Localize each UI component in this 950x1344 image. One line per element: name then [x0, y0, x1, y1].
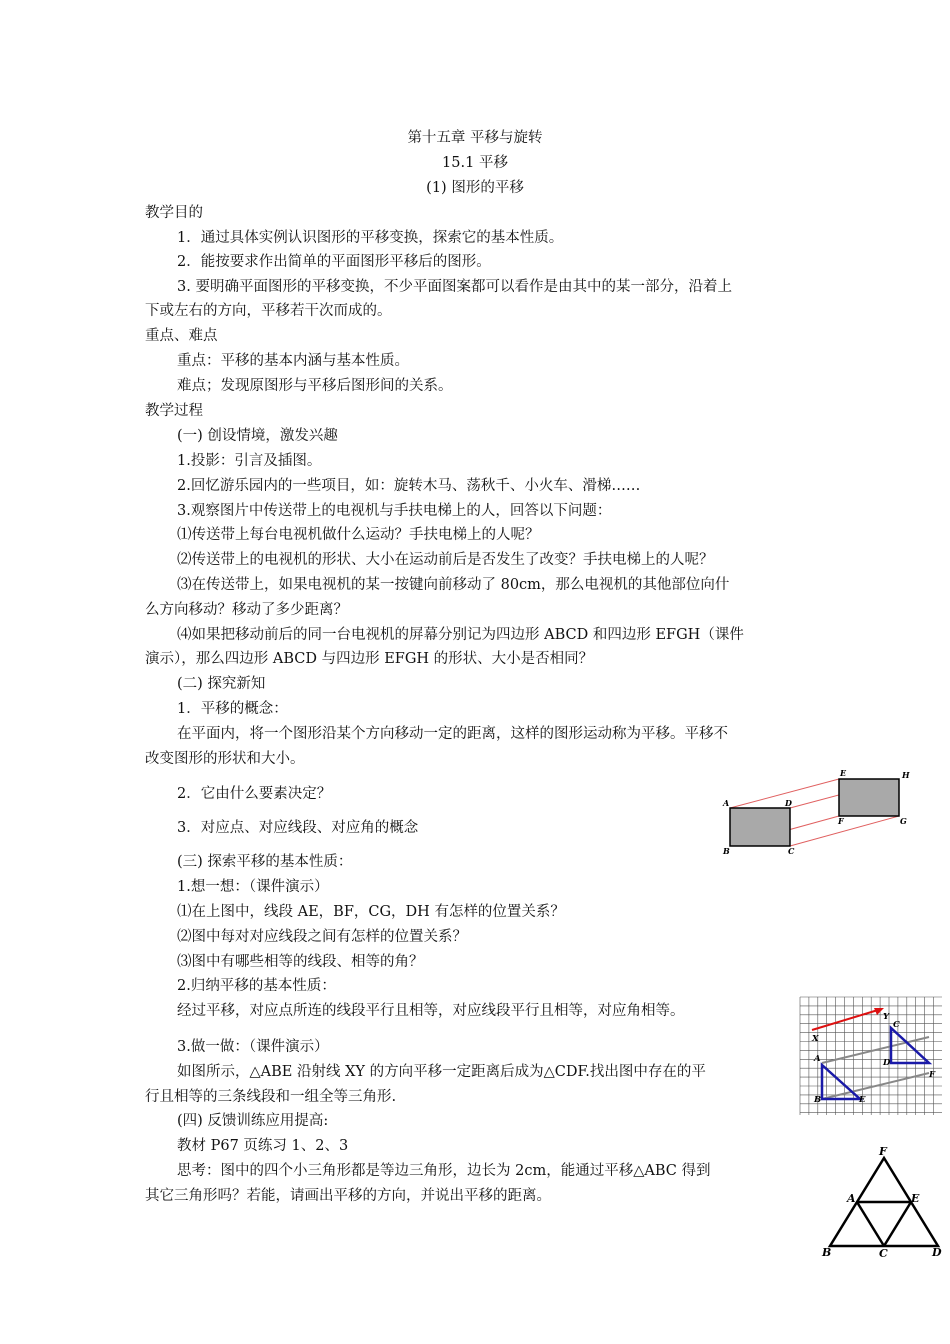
- label-f: F: [838, 816, 844, 826]
- label-b: B: [822, 1246, 832, 1259]
- part3-line: 1.想一想：（课件演示）: [177, 879, 329, 895]
- think-question: 思考：图中的四个小三角形都是等边三角形，边长为 2cm，能通过平移△ABC 得到: [177, 1163, 711, 1179]
- ray-xy: [812, 1010, 878, 1030]
- label-b: B: [723, 846, 730, 856]
- part1-question: ⑷如果把移动前后的同一台电视机的屏幕分别记为四边形 ABCD 和四边形 EFGH（课件: [177, 627, 744, 643]
- part2-heading: (二) 探究新知: [177, 676, 266, 692]
- part1-question: ⑴传送带上每台电视机做什么运动？手扶电梯上的人呢？: [177, 527, 540, 543]
- keypoint-difficult: 难点；发现原图形与平移后图形间的关系。: [177, 378, 453, 394]
- label-d: D: [785, 798, 792, 808]
- label-b: B: [814, 1095, 822, 1105]
- part3-line: 2.归纳平移的基本性质：: [177, 978, 336, 994]
- part3-line: 3.做一做：（课件演示）: [177, 1039, 329, 1055]
- part1-question-cont: 么方向移动？移动了多少距离？: [145, 602, 348, 618]
- label-a: A: [723, 798, 730, 808]
- label-e: E: [859, 1095, 866, 1105]
- part1-line: 2.回忆游乐园内的一些项目，如：旋转木马、荡秋千、小火车、滑梯……: [177, 478, 641, 494]
- objective-item: 1．通过具体实例认识图形的平移变换，探索它的基本性质。: [177, 230, 564, 246]
- rectangle-efgh: [839, 779, 899, 816]
- part2-line: 1．平移的概念：: [177, 701, 288, 717]
- label-c: C: [879, 1247, 888, 1260]
- label-a: A: [847, 1192, 856, 1205]
- part4-line: 教材 P67 页练习 1、2、3: [177, 1138, 349, 1154]
- exercise-text-cont: 行且相等的三条线段和一组全等三角形.: [145, 1089, 397, 1105]
- part3-question: ⑶图中有哪些相等的线段、相等的角？: [177, 954, 424, 970]
- keypoint-key: 重点：平移的基本内涵与基本性质。: [177, 353, 409, 369]
- part1-question-cont: 演示），那么四边形 ABCD 与四边形 EFGH 的形状、大小是否相同？: [145, 651, 594, 667]
- part1-question: ⑶在传送带上，如果电视机的某一按键向前移动了 80cm，那么电视机的其他部位向什: [177, 577, 730, 593]
- label-f: F: [879, 1145, 887, 1158]
- objective-item: 3. 要明确平面图形的平移变换，不少平面图案都可以看作是由其中的某一部分，沿着上: [177, 279, 732, 295]
- label-e: E: [911, 1192, 920, 1205]
- translation-definition: 在平面内，将一个图形沿某个方向移动一定的距离，这样的图形运动称为平移。平移不: [177, 726, 728, 742]
- objective-item-cont: 下或左右的方向，平移若干次而成的。: [145, 303, 392, 319]
- label-c: C: [788, 846, 795, 856]
- process-heading: 教学过程: [145, 403, 203, 419]
- label-e: E: [840, 768, 847, 778]
- keypoints-heading: 重点、难点: [145, 328, 218, 344]
- part1-line: 1.投影：引言及插图。: [177, 453, 322, 469]
- label-x: X: [812, 1034, 819, 1044]
- part1-question: ⑵传送带上的电视机的形状、大小在运动前后是否发生了改变？手扶电梯上的人呢？: [177, 552, 714, 568]
- exercise-text: 如图所示，△ABE 沿射线 XY 的方向平移一定距离后成为△CDF.找出图中存在的平: [177, 1064, 706, 1080]
- label-h: H: [902, 770, 910, 780]
- part4-heading: (四) 反馈训练应用提高:: [177, 1113, 329, 1129]
- part2-line: 2．它由什么要素决定？: [177, 786, 332, 802]
- lesson-title: (1) 图形的平移: [426, 180, 524, 196]
- label-f: F: [929, 1070, 936, 1080]
- part3-question: ⑵图中每对对应线段之间有怎样的位置关系？: [177, 929, 467, 945]
- connector-cg: [790, 816, 899, 846]
- part1-line: 3.观察图片中传送带上的电视机与手扶电梯上的人，回答以下问题：: [177, 503, 612, 519]
- section-title: 15.1 平移: [442, 155, 508, 171]
- rectangle-translation-figure: [718, 768, 923, 860]
- segment-ec: [884, 1202, 911, 1246]
- label-c: C: [893, 1020, 900, 1030]
- label-a: A: [814, 1054, 821, 1064]
- label-g: G: [900, 816, 907, 826]
- equilateral-triangles-figure: [820, 1142, 945, 1262]
- part3-heading: (三) 探索平移的基本性质：: [177, 854, 353, 870]
- translation-property: 经过平移，对应点所连的线段平行且相等，对应线段平行且相等，对应角相等。: [177, 1003, 685, 1019]
- rectangle-abcd: [730, 808, 790, 846]
- part3-question: ⑴在上图中，线段 AE，BF，CG，DH 有怎样的位置关系？: [177, 904, 565, 920]
- objectives-heading: 教学目的: [145, 205, 203, 221]
- translation-definition-cont: 改变图形的形状和大小。: [145, 751, 305, 767]
- chapter-title: 第十五章 平移与旋转: [407, 130, 543, 146]
- part1-heading: (一) 创设情境，激发兴趣: [177, 428, 338, 444]
- grid-triangle-figure: [798, 995, 944, 1117]
- objective-item: 2．能按要求作出简单的平面图形平移后的图形。: [177, 254, 491, 270]
- label-y: Y: [883, 1012, 890, 1022]
- think-question-cont: 其它三角形吗？若能，请画出平移的方向，并说出平移的距离。: [145, 1188, 551, 1204]
- label-d: D: [932, 1246, 942, 1259]
- label-d: D: [883, 1058, 891, 1068]
- part2-line: 3．对应点、对应线段、对应角的概念: [177, 820, 419, 836]
- segment-ac: [857, 1202, 884, 1246]
